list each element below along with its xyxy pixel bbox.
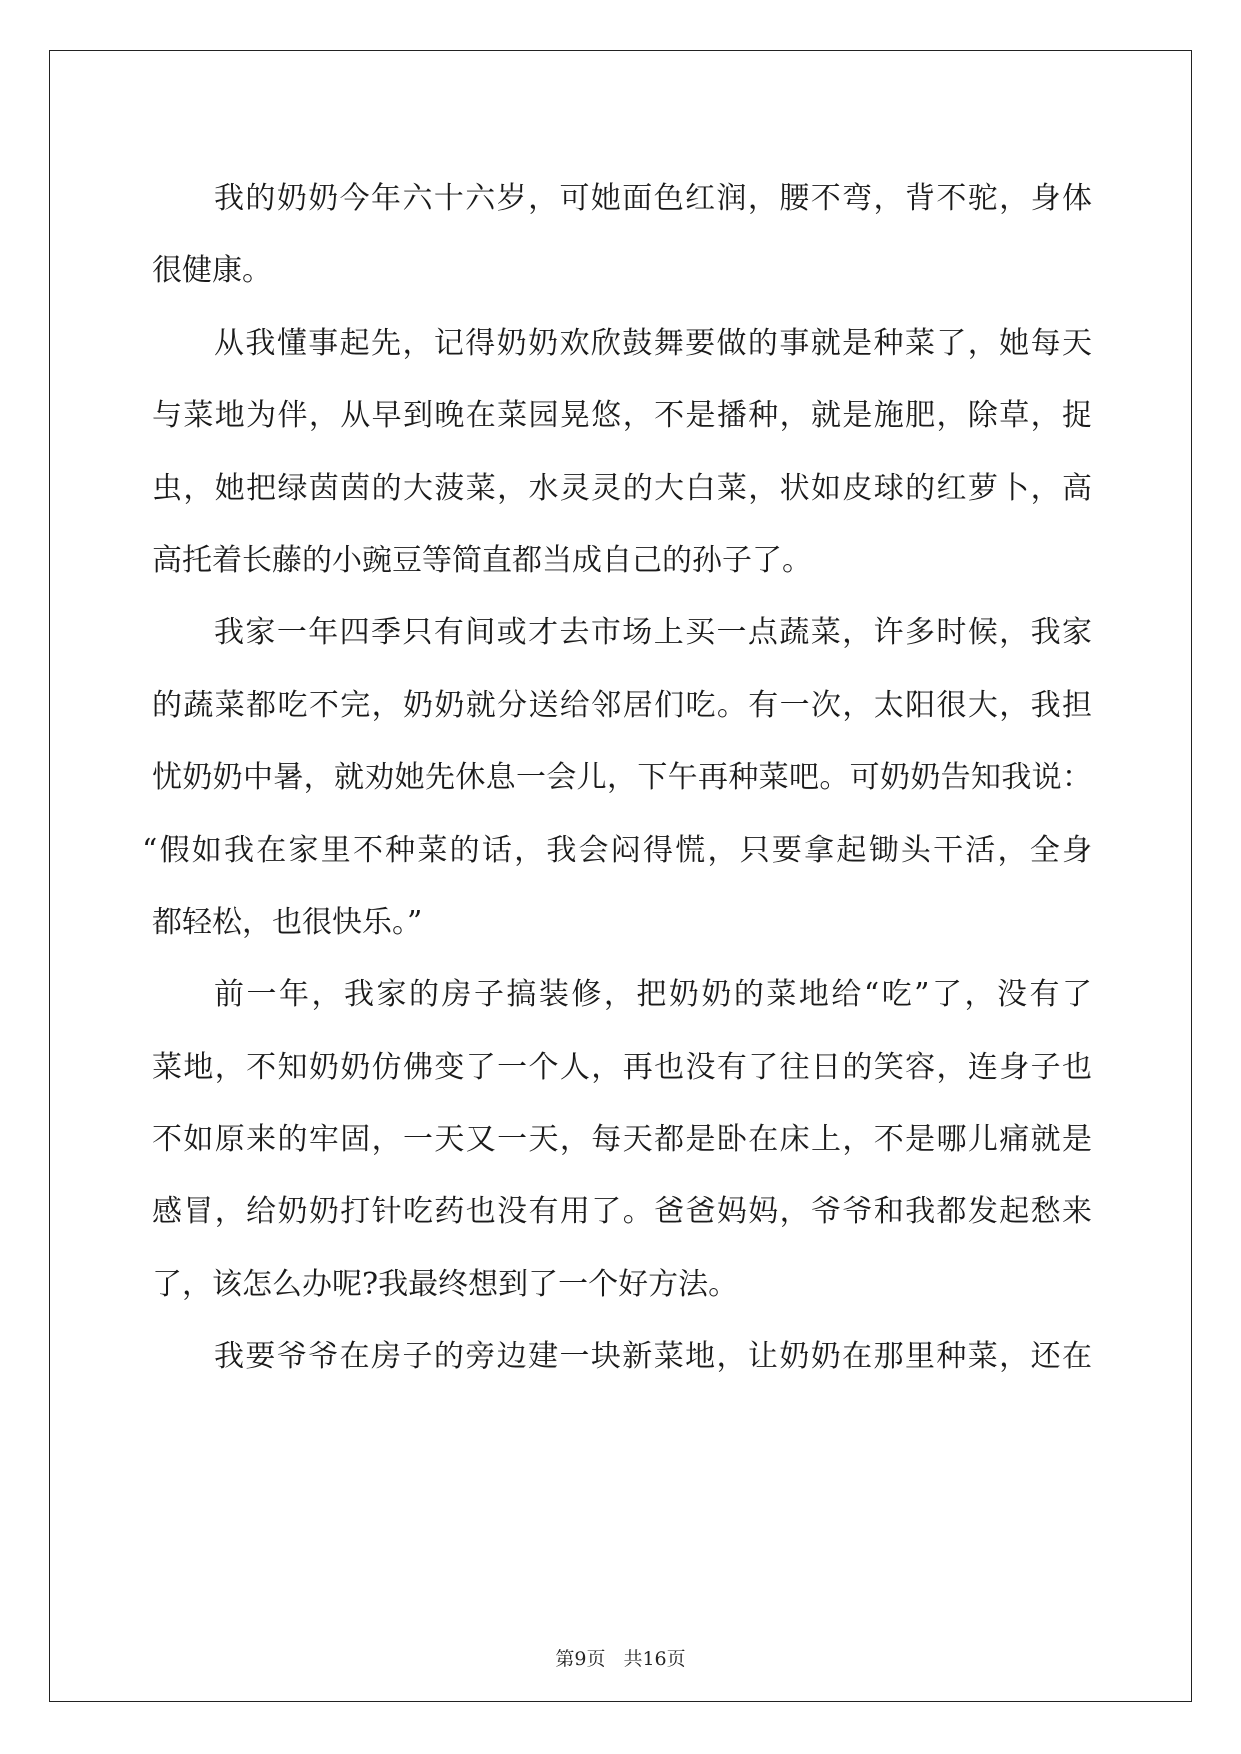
page-total: 共16页: [623, 1648, 686, 1670]
paragraph-3-line-3: 忧奶奶中暑，就劝她先休息一会儿，下午再种菜吧。可奶奶告知我说：: [152, 760, 1092, 796]
paragraph-4-line-2: 菜地，不知奶奶仿佛变了一个人，再也没有了往日的笑容，连身子也: [152, 1049, 1092, 1085]
paragraph-3-line-2: 的蔬菜都吃不完，奶奶就分送给邻居们吃。有一次，太阳很大，我担: [152, 687, 1092, 723]
paragraph-4-line-1: 前一年，我家的房子搞装修，把奶奶的菜地给“吃”了，没有了: [214, 977, 1092, 1013]
page-number: 第9页: [555, 1648, 606, 1670]
paragraph-1-line-1: 我的奶奶今年六十六岁，可她面色红润，腰不弯，背不驼，身体: [214, 181, 1092, 216]
page-footer: [0, 1644, 1241, 1671]
paragraph-3-line-5: 都轻松，也很快乐。”: [152, 904, 423, 940]
paragraph-5-line-1: 我要爷爷在房子的旁边建一块新菜地，让奶奶在那里种菜，还在: [214, 1339, 1092, 1375]
paragraph-3-line-1: 我家一年四季只有间或才去市场上买一点蔬菜，许多时候，我家: [214, 615, 1092, 651]
paragraph-1-line-2: 很健康。: [152, 253, 272, 289]
paragraph-2-line-3: 虫，她把绿茵茵的大菠菜，水灵灵的大白菜，状如皮球的红萝卜，高: [152, 470, 1092, 506]
document-body: [142, 163, 1092, 1394]
paragraph-4-line-3: 不如原来的牢固，一天又一天，每天都是卧在床上，不是哪儿痛就是: [152, 1122, 1092, 1158]
paragraph-2-line-2: 与菜地为伴，从早到晚在菜园晃悠，不是播种，就是施肥，除草，捉: [152, 398, 1092, 434]
paragraph-3-line-4: “假如我在家里不种菜的话，我会闷得慌，只要拿起锄头干活，全身: [142, 832, 1092, 868]
paragraph-4-line-5: 了，该怎么办呢?我最终想到了一个好方法。: [152, 1266, 739, 1302]
paragraph-2-line-4: 高托着长藤的小豌豆等简直都当成自己的孙子了。: [152, 542, 812, 578]
paragraph-2-line-1: 从我懂事起先，记得奶奶欢欣鼓舞要做的事就是种菜了，她每天: [214, 325, 1092, 361]
paragraph-4-line-4: 感冒，给奶奶打针吃药也没有用了。爸爸妈妈，爷爷和我都发起愁来: [152, 1194, 1092, 1230]
